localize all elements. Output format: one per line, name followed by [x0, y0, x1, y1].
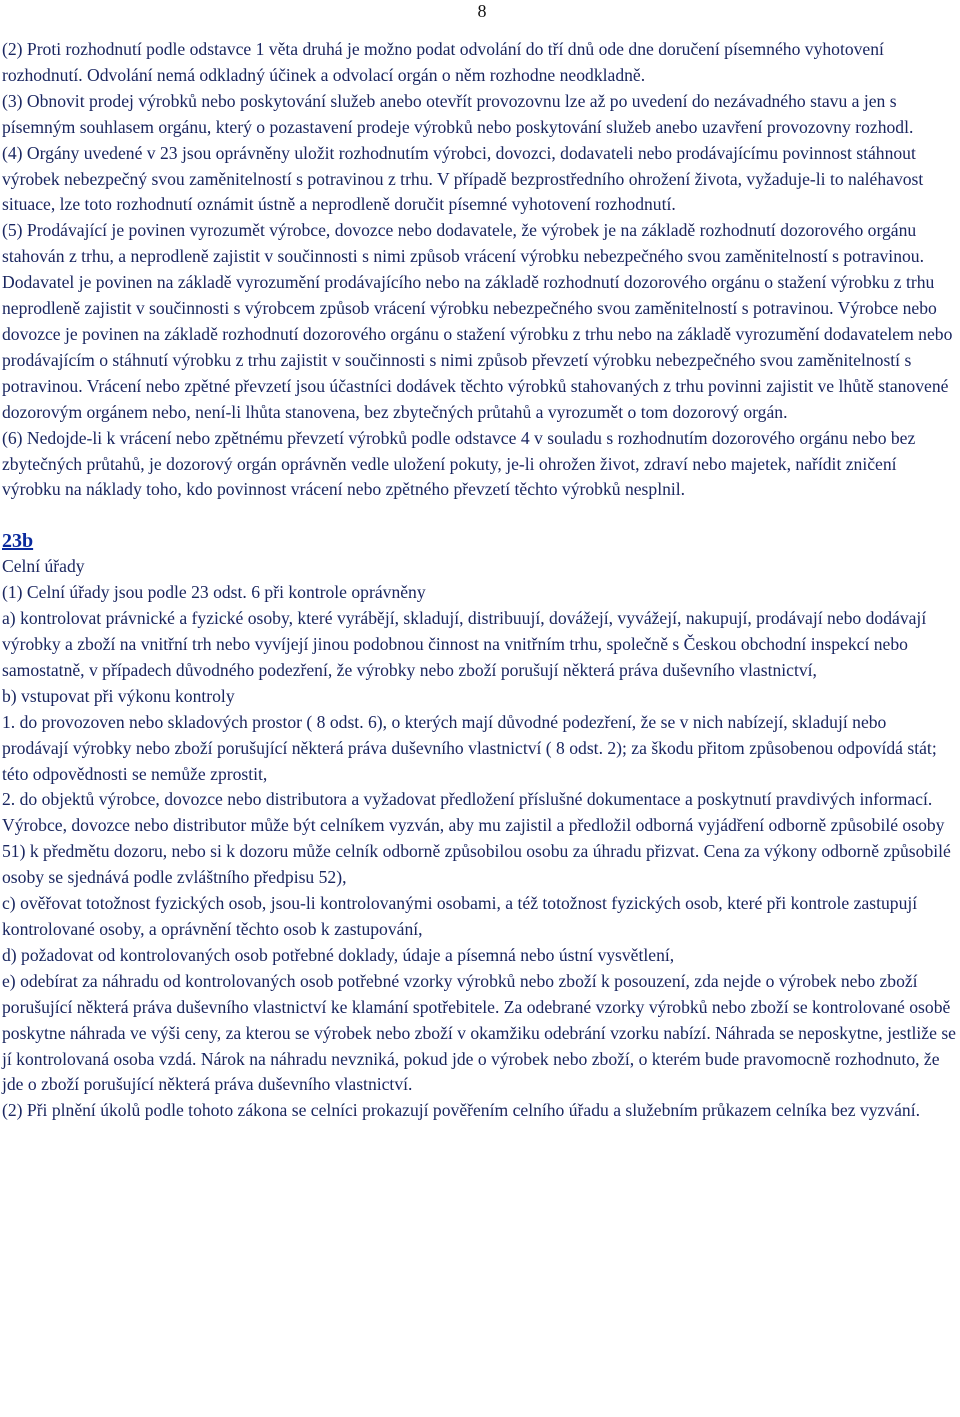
- list-item-b: b) vstupovat při výkonu kontroly: [2, 685, 235, 706]
- list-item-b-2: 2. do objektů výrobce, dovozce nebo distributora a vyžadovat předložení příslušné dokumentace a poskytnutí pravdivých informací. Výrobce, dovozce nebo distributor může být celníkem vyzván, aby mu zajistil a předložil odborná vyjádření odborně způsobilé osoby 51) k předmětu dozoru, nebo si k dozoru může celník odborně způsobilou osobu za úhradu přizvat. Cena za výkony odborně způsobilé osoby se sjednává podle zvláštního předpisu 52),: [2, 789, 951, 888]
- page-number: 8: [477, 1, 487, 21]
- paragraph-odst-5: (5) Prodávající je povinen vyrozumět výrobce, dovozce nebo dodavatele, že výrobek je na základě rozhodnutí dozorového orgánu stahován z trhu, a neprodleně zajistit v součinnosti s nimi způsob vrácení výrobku nebezpečného svou zaměnitelností s potravinou. Dodavatel je povinen na základě vyrozumění prodávajícího nebo na základě rozhodnutí dozorového orgánu o stažení výrobku z trhu neprodleně zajistit v součinnosti s výrobcem způsob vrácení výrobku nebezpečného svou zaměnitelností s potravinou. Výrobce nebo dovozce je povinen na základě rozhodnutí dozorového orgánu o stažení výrobku z trhu nebo na základě vyrozumění dodavatelem nebo prodávajícím o stáhnutí výrobku z trhu zajistit v součinnosti s nimi způsob převzetí výrobku nebezpečného svou zaměnitelností s potravinou. Vrácení nebo zpětné převzetí jsou účastníci dodávek těchto výrobků stahovaných z trhu povinni zajistit ve lhůtě stanovené dozorovým orgánem nebo, není-li lhůta stanovena, bez zbytečných průtahů a vyrozumět o tom dozorový orgán.: [2, 220, 953, 422]
- list-item-b-1: 1. do provozoven nebo skladových prostor ( 8 odst. 6), o kterých mají důvodné podezření, že se v nich nabízejí, skladují nebo prodávají výrobky nebo zboží porušující některá práva duševního vlastnictví ( 8 odst. 2); za škodu přitom způsobenou odpovídá stát; této odpovědnosti se nemůže zprostit,: [2, 711, 937, 784]
- section-spacer: [2, 503, 956, 529]
- paragraph-odst-6: (6) Nedojde-li k vrácení nebo zpětnému převzetí výrobků podle odstavce 4 v souladu s rozhodnutím dozorového orgánu nebo bez zbytečných průtahů, je dozorový orgán oprávněn vedle uložení pokuty, je-li ohrožen život, zdraví nebo majetek, nařídit zničení výrobku na náklady toho, kdo povinnost vrácení nebo zpětného převzetí těchto výrobků nesplnil.: [2, 427, 916, 500]
- paragraph-odst-3: (3) Obnovit prodej výrobků nebo poskytování služeb anebo otevřít provozovnu lze až po uvedení do nezávadného stavu a jen s písemným souhlasem orgánu, který o pozastavení prodeje výrobků nebo poskytování služeb anebo uzavření provozovny rozhodl.: [2, 90, 914, 137]
- list-item-c: c) ověřovat totožnost fyzických osob, jsou-li kontrolovanými osobami, a též totožnost fyzických osob, které při kontrole zastupují kontrolované osoby, a oprávnění těchto osob k zastupování,: [2, 893, 918, 939]
- section-title: Celní úřady: [2, 556, 85, 577]
- list-item-a: a) kontrolovat právnické a fyzické osoby, které vyrábějí, skladují, distribuují, dovážejí, vyvážejí, nakupují, prodávají nebo dodávají výrobky a zboží na vnitřní trh nebo vyvíjejí jinou podobnou činnost na vnitřním trhu, společně s Českou obchodní inspekcí nebo samostatně, v případech důvodného podezření, že výrobky nebo zboží porušují některá práva duševního vlastnictví,: [2, 608, 927, 680]
- section-number[interactable]: 23b: [2, 530, 34, 553]
- paragraph-odst-2: (2) Proti rozhodnutí podle odstavce 1 věta druhá je možno podat odvolání do tří dnů ode dne doručení písemného vyhotovení rozhodnutí. Odvolání nemá odkladný účinek a odvolací orgán o něm rozhodne neodkladně.: [2, 39, 884, 85]
- paragraph-section-odst-2: (2) Při plnění úkolů podle tohoto zákona se celníci prokazují pověřením celního úřadu a služebním průkazem celníka bez vyzvání.: [2, 1100, 920, 1121]
- list-item-d: d) požadovat od kontrolovaných osob potřebné doklady, údaje a písemná nebo ústní vysvětlení,: [2, 944, 675, 965]
- paragraph-section-odst-1: (1) Celní úřady jsou podle 23 odst. 6 při kontrole oprávněny: [2, 582, 426, 603]
- document-body: [2, 37, 956, 1124]
- list-item-e: e) odebírat za náhradu od kontrolovaných osob potřebné vzorky výrobků nebo zboží k posouzení, zda nejde o výrobek nebo zboží porušující některá práva duševního vlastnictví ke klamání spotřebitele. Za odebrané vzorky výrobků nebo zboží se kontrolované osobě poskytne náhrada ve výši ceny, za kterou se výrobek nebo zboží v okamžiku odebrání vzorku nabízí. Náhrada se neposkytne, jestliže se jí kontrolovaná osoba vzdá. Nárok na náhradu nevzniká, pokud jde o výrobek nebo zboží, o kterém bude pravomocně rozhodnuto, že jde o zboží porušující některá práva duševního vlastnictví.: [2, 970, 956, 1095]
- paragraph-odst-4: (4) Orgány uvedené v 23 jsou oprávněny uložit rozhodnutím výrobci, dovozci, dodavateli nebo prodávajícímu povinnost stáhnout výrobek nebezpečný svou zaměnitelností s potravinou z trhu. V případě bezprostředního ohrožení života, vyžaduje-li to naléhavost situace, lze toto rozhodnutí oznámit ústně a neprodleně doručit písemné vyhotovení rozhodnutí.: [2, 142, 924, 215]
